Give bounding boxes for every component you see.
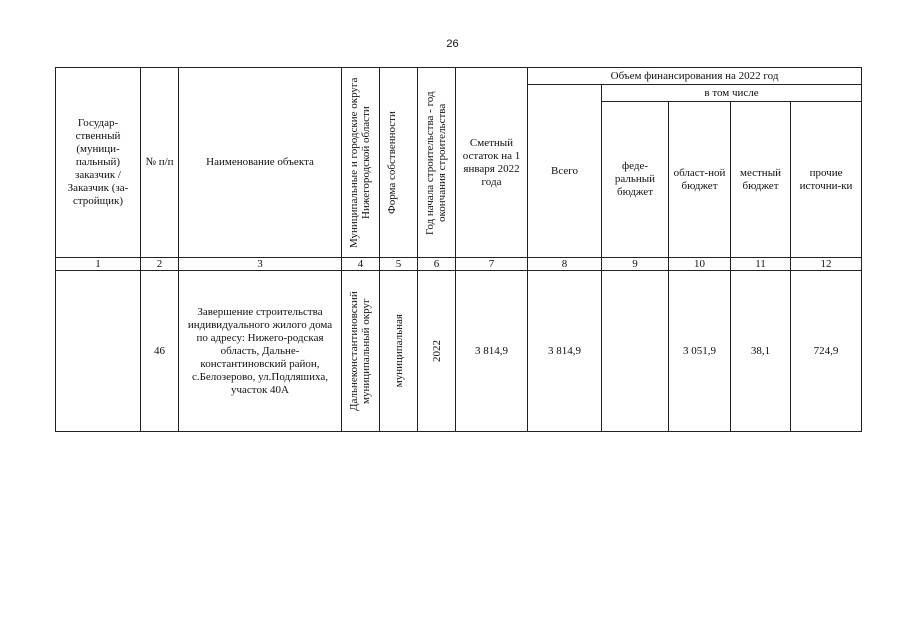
header-total: Всего [528, 85, 602, 258]
row-customer [56, 271, 141, 432]
column-number-row [56, 258, 862, 271]
header-local: местный бюджет [731, 102, 791, 258]
column-number: 7 [456, 258, 528, 271]
column-number: 11 [731, 258, 791, 271]
row-years [418, 271, 456, 432]
header-financing: Объем финансирования на 2022 год [528, 68, 862, 85]
header-ownership [380, 68, 418, 258]
header-regional: област-ной бюджет [669, 102, 731, 258]
row-object-name: Завершение строительства индивидуального жилого дома по адресу: Нижего-родская область, Дальне-константиновский район, с.Белозерово, ул.Подляшиха, участок 40А [179, 271, 342, 432]
row-municipality-text: Дальнеконстантиновский муниципальный округ [347, 291, 372, 411]
header-years [418, 68, 456, 258]
column-number: 2 [141, 258, 179, 271]
header-federal: феде-ральный бюджет [602, 102, 669, 258]
row-total: 3 814,9 [528, 271, 602, 432]
column-number: 5 [380, 258, 418, 271]
row-ownership [380, 271, 418, 432]
header-customer: Государ-ственный (муници-пальный) заказчик / Заказчик (за-стройщик) [56, 68, 141, 258]
header-object-name: Наименование объекта [179, 68, 342, 258]
header-municipality-text: Муниципальные и городские округа Нижегородской области [347, 77, 372, 248]
row-regional: 3 051,9 [669, 271, 731, 432]
column-number: 10 [669, 258, 731, 271]
row-federal [602, 271, 669, 432]
header-number: № п/п [141, 68, 179, 258]
header-other: прочие источни-ки [791, 102, 862, 258]
column-number: 3 [179, 258, 342, 271]
header-municipality [342, 68, 380, 258]
row-number: 46 [141, 271, 179, 432]
column-number: 12 [791, 258, 862, 271]
row-balance: 3 814,9 [456, 271, 528, 432]
row-local: 38,1 [731, 271, 791, 432]
row-ownership-text: муниципальная [392, 314, 405, 388]
row-municipality [342, 271, 380, 432]
column-number: 4 [342, 258, 380, 271]
page-number: 26 [446, 38, 459, 50]
row-other: 724,9 [791, 271, 862, 432]
row-years-text: 2022 [430, 340, 443, 362]
column-number: 8 [528, 258, 602, 271]
header-years-text: Год начала строительства - год окончания строительства [423, 90, 448, 235]
header-including: в том числе [602, 85, 862, 102]
header-ownership-text: Форма собственности [385, 111, 398, 214]
column-number: 9 [602, 258, 669, 271]
header-balance: Сметный остаток на 1 января 2022 года [456, 68, 528, 258]
column-number: 6 [418, 258, 456, 271]
table-row [56, 271, 862, 432]
column-number: 1 [56, 258, 141, 271]
financing-table [55, 67, 862, 432]
